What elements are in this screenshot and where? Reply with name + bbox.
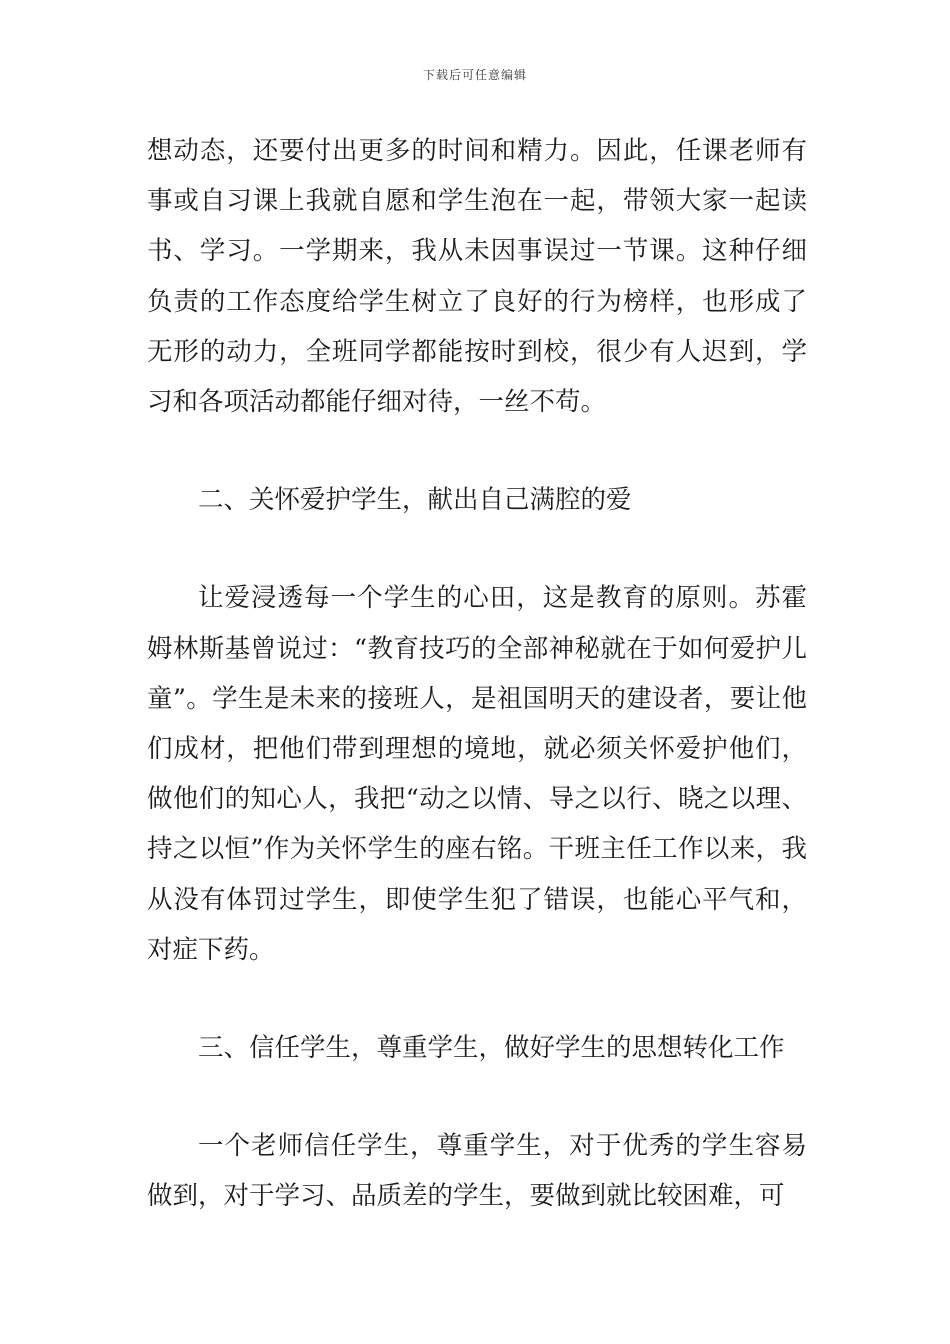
section-heading-3: 三、信任学生，尊重学生，做好学生的思想转化工作: [198, 1033, 785, 1064]
page-header-note: 下载后可任意编辑: [422, 68, 527, 82]
paragraph-gap: [147, 525, 807, 573]
paragraph-gap: [147, 427, 807, 475]
paragraph-gap: [147, 1073, 807, 1121]
paragraph-continuation: 想动态，还要付出更多的时间和精力。因此，任课老师有事或自习课上我就自愿和学生泡在一起，带领大家一起读书、学习。一学期来，我从未因事误过一节课。这种仔细负责的工作态度给学生树立了良好的行为榜样，也形成了无形的动力，全班同学都能按时到校，很少有人迟到，学习和各项活动都能仔细对待，一丝不苟。: [147, 136, 807, 418]
paragraph-gap: [147, 975, 807, 1023]
document-body: [147, 126, 807, 1222]
paragraph-love-students: 让爱浸透每一个学生的心田，这是教育的原则。苏霍姆林斯基曾说过：“教育技巧的全部神秘就在于如何爱护儿童”。学生是未来的接班人，是祖国明天的建设者，要让他们成材，把他们带到理想的境地，就必须关怀爱护他们，做他们的知心人，我把“动之以情、导之以行、晓之以理、持之以恒”作为关怀学生的座右铭。干班主任工作以来，我从没有体罚过学生，即使学生犯了错误，也能心平气和，对症下药。: [147, 583, 807, 965]
section-heading-2: 二、关怀爱护学生，献出自己满腔的爱: [198, 485, 632, 516]
paragraph-trust-students: 一个老师信任学生，尊重学生，对于优秀的学生容易做到，对于学习、品质差的学生，要做到就比较困难，可: [147, 1131, 807, 1212]
